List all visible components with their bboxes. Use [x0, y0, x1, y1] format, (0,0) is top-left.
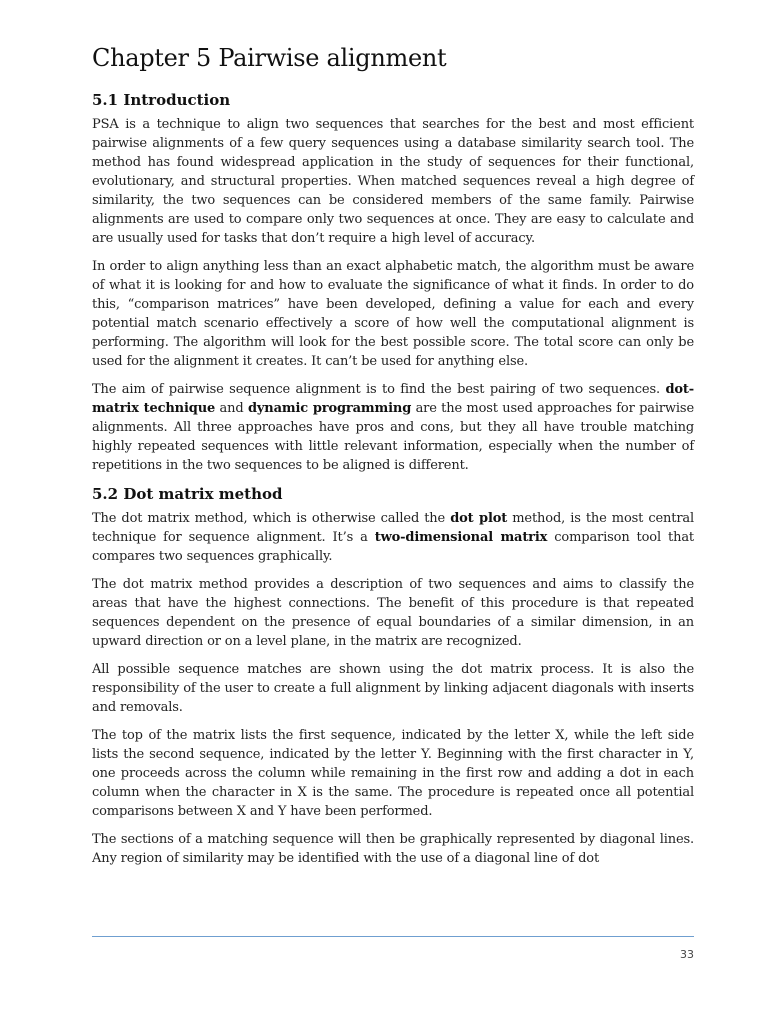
page-content: [92, 44, 694, 877]
chapter-title: Chapter 5 Pairwise alignment: [92, 44, 447, 72]
section-heading-introduction: 5.1 Introduction: [92, 91, 231, 109]
paragraph: The sections of a matching sequence will then be graphically represented by diagonal lines. Any region of similarity may be identified with the use of a diagonal line of dot: [92, 832, 694, 866]
paragraph: In order to align anything less than an exact alphabetic match, the algorithm must be aware of what it is looking for and how to evaluate the significance of what it finds. In order to do this, “comparison matrices” have been developed, defining a value for each and every potential match scenario effectively a score of how well the computational alignment is performing. The algorithm will look for the best possible score. The total score can only be used for the alignment it creates. It can’t be used for anything else.: [92, 259, 694, 369]
paragraph: The aim of pairwise sequence alignment is to find the best pairing of two sequences. dot-matrix technique and dynamic programming are the most used approaches for pairwise alignments. All three approaches have pros and cons, but they all have trouble matching highly repeated sequences with little relevant information, especially when the number of repetitions in the two sequences to be aligned is different.: [92, 382, 694, 473]
paragraph: The top of the matrix lists the first sequence, indicated by the letter X, while the left side lists the second sequence, indicated by the letter Y. Beginning with the first character in Y, one proceeds across the column while remaining in the first row and adding a dot in each column when the character in X is the same. The procedure is repeated once all potential comparisons between X and Y have been performed.: [92, 728, 694, 819]
section-heading-dot-matrix: 5.2 Dot matrix method: [92, 485, 283, 503]
bold-term-dynamic-programming: dynamic programming: [247, 401, 412, 416]
paragraph: The dot matrix method, which is otherwise called the dot plot method, is the most central technique for sequence alignment. It’s a two-dimensional matrix comparison tool that compares two sequences graphically.: [92, 511, 695, 564]
paragraph: The dot matrix method provides a description of two sequences and aims to classify the areas that have the highest connections. The benefit of this procedure is that repeated sequences dependent on the presence of equal boundaries of a similar dimension, in an upward direction or on a level plane, in the matrix are recognized.: [92, 577, 694, 649]
bold-term-two-dimensional-matrix: two-dimensional matrix: [374, 530, 548, 545]
paragraph: All possible sequence matches are shown using the dot matrix process. It is also the responsibility of the user to create a full alignment by linking adjacent diagonals with inserts and removals.: [92, 662, 694, 715]
paragraph: PSA is a technique to align two sequences that searches for the best and most efficient pairwise alignments of a few query sequences using a database similarity search tool. The method has found widespread application in the study of sequences for their functional, evolutionary, and structural properties. When matched sequences reveal a high degree of similarity, the two sequences can be considered members of the same family. Pairwise alignments are used to compare only two sequences at once. They are easy to calculate and are usually used for tasks that don’t require a high level of accuracy.: [92, 117, 694, 246]
bold-term-dot-matrix: dot-matrix technique: [92, 382, 694, 416]
footer-rule: [92, 936, 694, 937]
bold-term-dot-plot: dot plot: [450, 511, 508, 526]
page-number: 33: [680, 948, 694, 961]
